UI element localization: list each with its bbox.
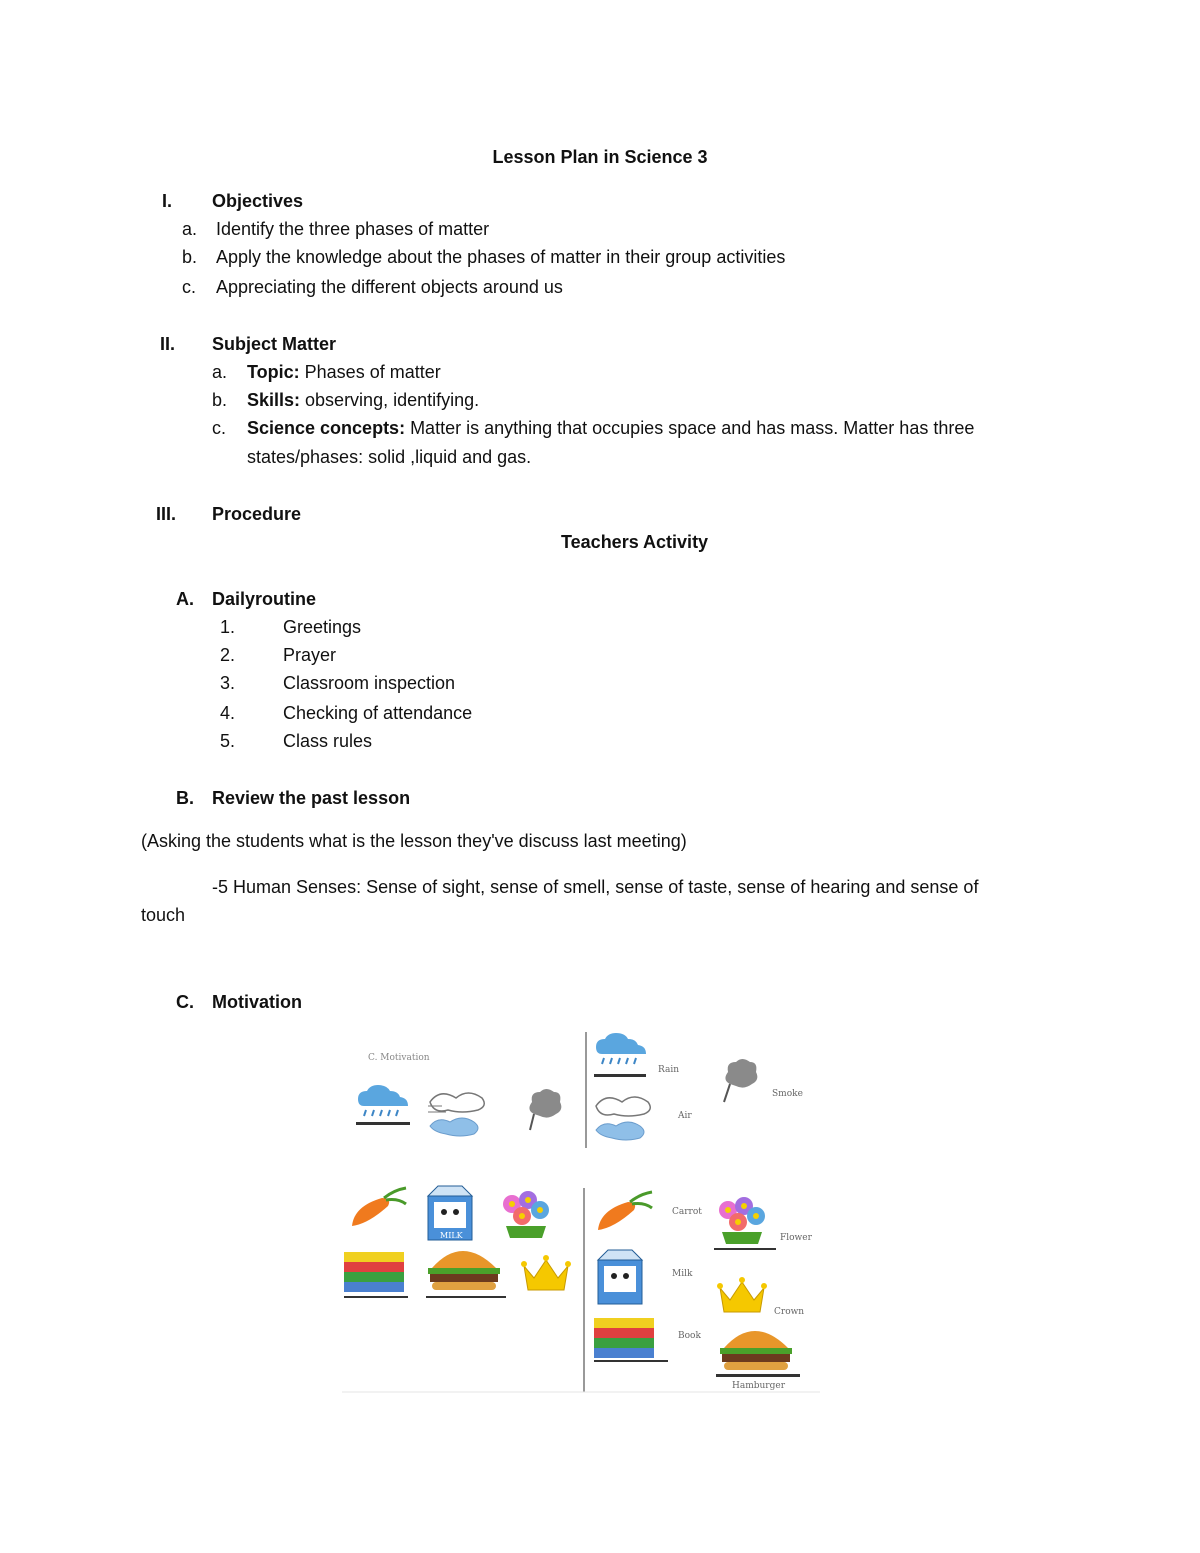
subject-item-science-concepts: [247, 417, 974, 439]
carrot-icon: [352, 1188, 406, 1226]
list-marker: b.: [182, 247, 198, 267]
crown-icon: [717, 1277, 767, 1312]
review-answer-continued: touch: [141, 905, 186, 925]
objective-item: Appreciating the different objects around us: [216, 277, 563, 297]
label-hamburger: Hamburger: [732, 1381, 785, 1391]
page-title: Lesson Plan in Science 3: [492, 147, 708, 167]
subsection-marker: C.: [176, 992, 194, 1012]
label-smoke: Smoke: [772, 1089, 803, 1099]
label-carrot: Carrot: [672, 1207, 702, 1217]
label-rain: Rain: [658, 1065, 680, 1075]
teachers-activity-heading: Teachers Activity: [561, 532, 709, 552]
smoke-icon: [529, 1089, 561, 1130]
routine-item: Classroom inspection: [283, 673, 456, 693]
crown-icon: [521, 1255, 571, 1290]
flower-icon: [714, 1197, 776, 1250]
subsection-heading-daily-routine: Dailyroutine: [212, 589, 317, 609]
flower-icon: [503, 1191, 549, 1238]
routine-item: Prayer: [283, 645, 337, 665]
review-answer: -5 Human Senses: Sense of sight, sense of smell, sense of taste, sense of hearing and sense of: [212, 877, 979, 897]
hamburger-icon: [426, 1251, 506, 1298]
item-text-continued: states/phases: solid ,liquid and gas.: [247, 447, 532, 467]
list-marker: 1.: [220, 617, 236, 637]
label-crown: Crown: [774, 1307, 805, 1317]
section-heading-subject-matter: Subject Matter: [212, 334, 337, 354]
section-numeral-procedure: III.: [156, 504, 177, 524]
list-marker: 2.: [220, 645, 236, 665]
list-marker: c.: [212, 418, 227, 438]
rain-icon: [594, 1033, 646, 1077]
subsection-marker: A.: [176, 589, 194, 609]
subsection-marker: B.: [176, 788, 194, 808]
book-stack-icon: [344, 1252, 408, 1298]
list-marker: c.: [182, 277, 197, 297]
item-text: Matter is anything that occupies space and has mass. Matter has three: [405, 418, 975, 438]
list-marker: 4.: [220, 703, 236, 723]
list-marker: a.: [212, 362, 228, 382]
wind-icon: [596, 1097, 650, 1140]
rain-icon: [356, 1085, 410, 1125]
book-stack-icon: [594, 1318, 668, 1362]
figure-caption: C. Motivation: [368, 1053, 430, 1063]
objective-item: Apply the knowledge about the phases of matter in their group activities: [216, 247, 786, 267]
label-milk: Milk: [672, 1269, 693, 1279]
milk-carton-icon: [598, 1250, 642, 1304]
review-note: (Asking the students what is the lesson they've discuss last meeting): [141, 831, 687, 851]
list-marker: b.: [212, 390, 228, 410]
item-label: Science concepts:: [247, 418, 406, 438]
motivation-figure: [340, 1030, 822, 1395]
item-label: Skills:: [247, 390, 301, 410]
carrot-icon: [598, 1192, 652, 1230]
item-text: Phases of matter: [299, 362, 441, 382]
subject-item-skills: [247, 389, 479, 411]
subject-item-topic: [247, 361, 441, 383]
item-text: observing, identifying.: [300, 390, 480, 410]
list-marker: 3.: [220, 673, 236, 693]
list-marker: 5.: [220, 731, 236, 751]
wind-icon: [428, 1093, 484, 1136]
label-air: Air: [678, 1111, 692, 1121]
objective-item: Identify the three phases of matter: [216, 219, 490, 239]
milk-carton-label: MILK: [440, 1231, 463, 1240]
smoke-icon: [724, 1059, 757, 1102]
section-numeral-subject-matter: II.: [160, 334, 176, 354]
routine-item: Class rules: [283, 731, 373, 751]
motivation-figure-svg: [340, 1030, 822, 1395]
section-heading-objectives: Objectives: [212, 191, 304, 211]
section-numeral-objectives: I.: [162, 191, 173, 211]
list-marker: a.: [182, 219, 198, 239]
label-flower: Flower: [780, 1233, 812, 1243]
section-heading-procedure: Procedure: [212, 504, 302, 524]
label-book: Book: [678, 1331, 701, 1341]
hamburger-icon: [716, 1331, 800, 1377]
routine-item: Greetings: [283, 617, 362, 637]
subsection-heading-review: Review the past lesson: [212, 788, 411, 808]
item-label: Topic:: [247, 362, 300, 382]
subsection-heading-motivation: Motivation: [212, 992, 302, 1012]
routine-item: Checking of attendance: [283, 703, 473, 723]
milk-carton-icon: [428, 1186, 472, 1240]
